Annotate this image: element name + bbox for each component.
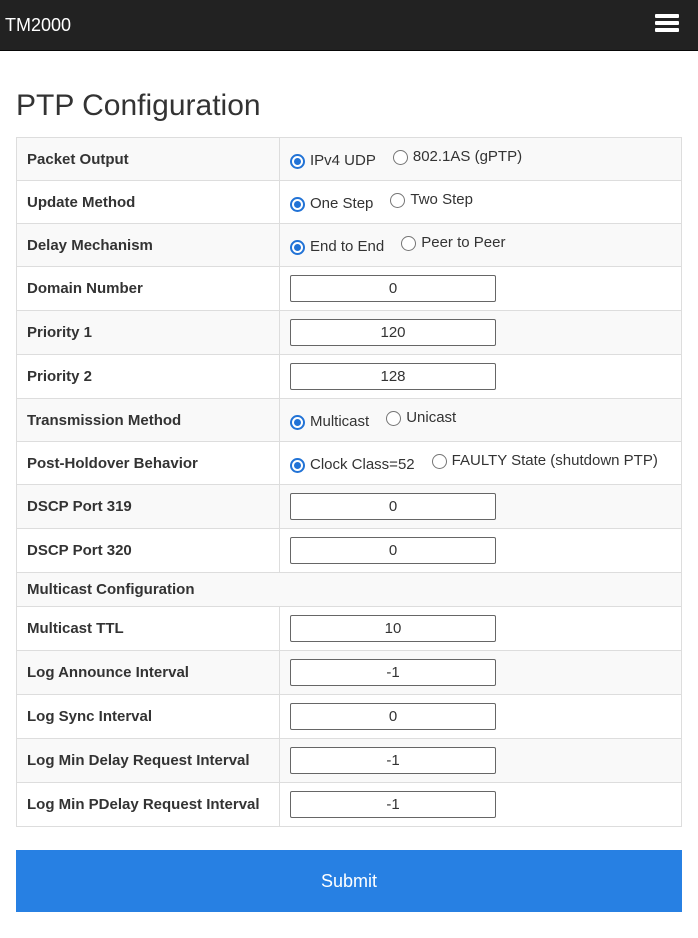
navbar: [0, 0, 698, 51]
radio-option-label: Multicast: [310, 413, 370, 430]
802-1as-gptp-radio-option[interactable]: [393, 146, 522, 168]
config-row: [17, 442, 682, 485]
brand-link[interactable]: TM2000: [5, 15, 72, 35]
row-value-cell: [280, 355, 682, 399]
row-value-cell: [280, 783, 682, 827]
row-label: Post-Holdover Behavior: [17, 442, 280, 485]
row-label: DSCP Port 320: [17, 529, 280, 573]
section-heading: Multicast Configuration: [17, 573, 682, 607]
config-row: [17, 355, 682, 399]
row-value-cell: [280, 267, 682, 311]
radio-option-label: Clock Class=52: [310, 456, 415, 473]
log-announce-interval-input[interactable]: [290, 659, 496, 686]
row-value-cell: [280, 695, 682, 739]
row-value-cell: [280, 311, 682, 355]
radio-option-label: One Step: [310, 195, 374, 212]
radio-button-icon[interactable]: [290, 197, 305, 212]
config-row: [17, 529, 682, 573]
domain-number-input[interactable]: [290, 275, 496, 302]
ptp-config-table: [16, 137, 682, 827]
priority-1-input[interactable]: [290, 319, 496, 346]
row-label: Delay Mechanism: [17, 224, 280, 267]
config-row: [17, 138, 682, 181]
page-title: PTP Configuration: [16, 89, 261, 122]
row-value-cell: [280, 485, 682, 529]
config-row: [17, 485, 682, 529]
config-row: [17, 224, 682, 267]
radio-option-label: Unicast: [406, 409, 457, 426]
unicast-radio-option[interactable]: [386, 407, 456, 429]
config-row: [17, 783, 682, 827]
radio-option-label: 802.1AS (gPTP): [412, 148, 523, 165]
config-row: [17, 311, 682, 355]
row-label: Transmission Method: [17, 399, 280, 442]
radio-button-icon[interactable]: [386, 411, 401, 426]
priority-2-input[interactable]: [290, 363, 496, 390]
menu-toggle-button[interactable]: [655, 14, 679, 32]
radio-button-icon[interactable]: [393, 150, 408, 165]
ipv4-udp-radio-option[interactable]: [290, 150, 376, 172]
row-label: Log Min PDelay Request Interval: [17, 783, 280, 827]
main-content: [0, 89, 698, 912]
config-row: [17, 573, 682, 607]
one-step-radio-option[interactable]: [290, 193, 373, 215]
row-value-cell: [280, 607, 682, 651]
end-to-end-radio-option[interactable]: [290, 236, 384, 258]
faulty-state-shutdown-ptp-radio-option[interactable]: [432, 450, 658, 472]
radio-button-icon[interactable]: [290, 415, 305, 430]
radio-button-icon[interactable]: [290, 154, 305, 169]
radio-option-label: End to End: [310, 238, 385, 255]
log-sync-interval-input[interactable]: [290, 703, 496, 730]
row-label: Update Method: [17, 181, 280, 224]
clock-class-52-radio-option[interactable]: [290, 454, 415, 476]
row-label: Log Announce Interval: [17, 651, 280, 695]
peer-to-peer-radio-option[interactable]: [401, 232, 505, 254]
config-row: [17, 651, 682, 695]
radio-option-label: Two Step: [410, 191, 473, 208]
row-label: Domain Number: [17, 267, 280, 311]
dscp-port-319-input[interactable]: [290, 493, 496, 520]
radio-button-icon[interactable]: [432, 454, 447, 469]
row-label: DSCP Port 319: [17, 485, 280, 529]
hamburger-icon: [655, 14, 679, 32]
submit-button[interactable]: Submit: [16, 850, 682, 912]
row-value-cell: [280, 399, 682, 442]
row-label: Multicast TTL: [17, 607, 280, 651]
row-value-cell: [280, 224, 682, 267]
log-min-delay-request-interval-input[interactable]: [290, 747, 496, 774]
row-value-cell: [280, 651, 682, 695]
radio-button-icon[interactable]: [290, 458, 305, 473]
row-label: Log Sync Interval: [17, 695, 280, 739]
radio-button-icon[interactable]: [401, 236, 416, 251]
row-label: Priority 1: [17, 311, 280, 355]
row-value-cell: [280, 181, 682, 224]
row-value-cell: [280, 529, 682, 573]
radio-option-label: Peer to Peer: [421, 234, 506, 251]
config-row: [17, 739, 682, 783]
log-min-pdelay-request-interval-input[interactable]: [290, 791, 496, 818]
config-row: [17, 399, 682, 442]
config-row: [17, 695, 682, 739]
row-value-cell: [280, 138, 682, 181]
row-label: Packet Output: [17, 138, 280, 181]
config-row: [17, 181, 682, 224]
row-value-cell: [280, 739, 682, 783]
radio-button-icon[interactable]: [390, 193, 405, 208]
dscp-port-320-input[interactable]: [290, 537, 496, 564]
config-row: [17, 607, 682, 651]
radio-option-label: IPv4 UDP: [310, 152, 376, 169]
two-step-radio-option[interactable]: [390, 189, 473, 211]
radio-button-icon[interactable]: [290, 240, 305, 255]
config-row: [17, 267, 682, 311]
row-label: Priority 2: [17, 355, 280, 399]
row-label: Log Min Delay Request Interval: [17, 739, 280, 783]
radio-option-label: FAULTY State (shutdown PTP): [451, 452, 658, 469]
multicast-radio-option[interactable]: [290, 411, 369, 433]
row-value-cell: [280, 442, 682, 485]
multicast-ttl-input[interactable]: [290, 615, 496, 642]
